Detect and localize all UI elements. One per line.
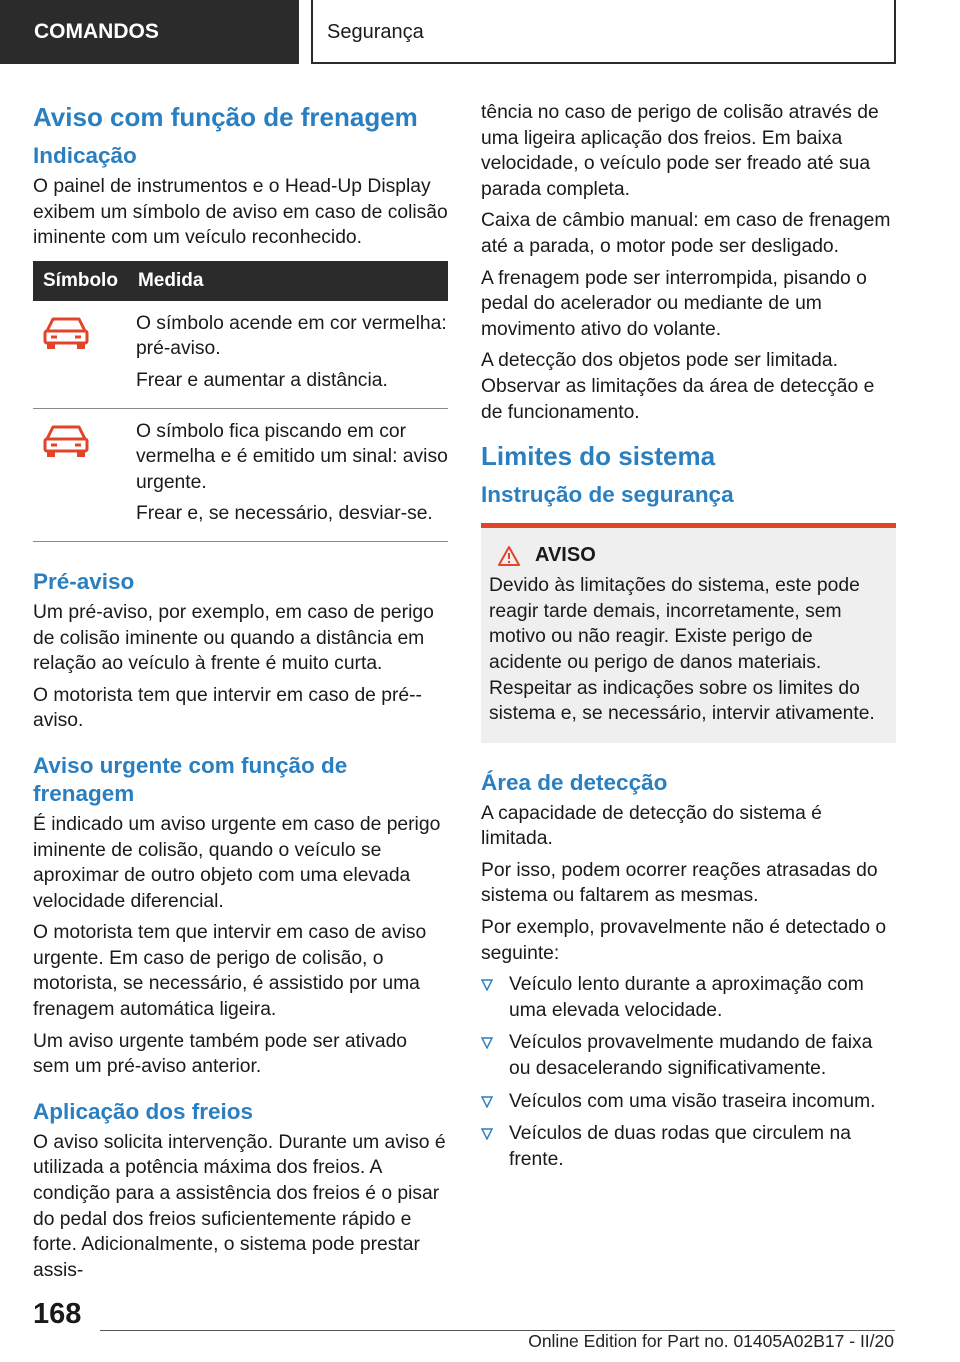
- urgente-p3: Um aviso urgente também pode ser ativado sem um pré-aviso anterior.: [33, 1030, 408, 1078]
- warning-title: [497, 544, 888, 567]
- warning-text: Devido às limitações do sistema, este pode reagir tarde demais, incorretamente, sem motivo ou não reagir. Existe perigo de acidente ou perigo de danos materiais. Respeitar as indicações sobre os limites do sistema e, se necessário, intervir ativamente.: [489, 575, 875, 725]
- preaviso-p1: Um pré-aviso, por exemplo, em caso de perigo de colisão iminente ou quando a distância em relação ao veículo à frente é muito curta.: [33, 601, 434, 675]
- right-p2: Caixa de câmbio manual: em caso de frenagem até a parada, o motor pode ser desligado.: [481, 210, 891, 257]
- row2-text1: O símbolo fica piscando em cor vermelha e é emitido um sinal: aviso urgente.: [135, 420, 448, 493]
- warning-triangle-icon: [497, 545, 521, 567]
- symbol-table: [33, 261, 448, 542]
- heading-limites: Limites do sistema: [481, 441, 716, 472]
- warning-label: AVISO: [535, 544, 596, 567]
- page-number: 168: [33, 1298, 82, 1330]
- right-p1: tência no caso de perigo de colisão através de uma ligeira aplicação dos freios. Em baixa velocidade, o veículo pode ser freado até sua parada completa.: [481, 102, 879, 200]
- page-title: Aviso com função de frenagem: [33, 102, 418, 132]
- detection-list: [481, 972, 896, 1172]
- list-item: Veículos provavelmente mudando de faixa ou desacelerando significativamente.: [481, 1030, 896, 1081]
- car-warning-red-icon: [41, 315, 91, 355]
- right-column: [481, 100, 896, 1179]
- triangle-bullet-icon: [481, 1096, 493, 1108]
- heading-urgente: Aviso urgente com função de frenagem: [33, 752, 348, 806]
- triangle-bullet-icon: [481, 1037, 493, 1049]
- left-column: [33, 100, 448, 1289]
- heading-instrucao: Instrução de segurança: [481, 482, 734, 508]
- freios-p1: O aviso solicita intervenção. Durante um aviso é utilizada a potência máxima dos freios. A condição para a assistência dos freios é o pisar do pedal dos freios suficientemente rápido e forte. Adicionalmente, o sistema pode prestar assis-: [33, 1131, 446, 1281]
- car-warning-flashing-icon: [41, 423, 91, 463]
- heading-indicacao: Indicação: [33, 143, 137, 168]
- table-row: [33, 408, 448, 541]
- heading-area: Área de detecção: [481, 769, 668, 795]
- table-header-symbol: Símbolo: [33, 261, 128, 301]
- right-p3: A frenagem pode ser interrompida, pisando o pedal do acelerador ou mediante de um movimento ativo do volante.: [481, 267, 867, 340]
- preaviso-p2: O motorista tem que intervir em caso de pré--aviso.: [33, 684, 422, 732]
- heading-preaviso: Pré-aviso: [33, 568, 135, 594]
- table-row: [33, 301, 448, 408]
- row2-text2: Frear e, se necessário, desviar-se.: [135, 503, 433, 525]
- table-header-measure: Medida: [128, 261, 448, 301]
- right-p4: A detecção dos objetos pode ser limitada. Observar as limitações da área de detecção e de funcionamento.: [481, 350, 875, 423]
- triangle-bullet-icon: [481, 979, 493, 991]
- indicacao-text: O painel de instrumentos e o Head-Up Display exibem um símbolo de aviso em caso de colisão iminente com um veículo reconhecido.: [33, 176, 448, 249]
- row1-text2: Frear e aumentar a distância.: [135, 369, 388, 391]
- footer-edition: Online Edition for Part no. 01405A02B17 - II/20: [528, 1331, 894, 1351]
- heading-freios: Aplicação dos freios: [33, 1098, 254, 1124]
- warning-box: [481, 523, 896, 743]
- area-p2: Por isso, podem ocorrer reações atrasadas do sistema ou faltarem as mesmas.: [481, 859, 878, 907]
- list-item: Veículos de duas rodas que circulem na frente.: [481, 1121, 896, 1172]
- list-item: Veículos com uma visão traseira incomum.: [481, 1089, 896, 1115]
- area-p1: A capacidade de detecção do sistema é limitada.: [481, 802, 822, 850]
- urgente-p1: É indicado um aviso urgente em caso de perigo iminente de colisão, quando o veículo se aproximar de outro objeto com uma elevada velocidade diferencial.: [33, 813, 441, 912]
- urgente-p2: O motorista tem que intervir em caso de aviso urgente. Em caso de perigo de colisão, o motorista, se necessário, é assistido por uma frenagem automática ligeira.: [33, 922, 427, 1021]
- list-item: Veículo lento durante a aproximação com uma elevada velocidade.: [481, 972, 896, 1023]
- row1-text1: O símbolo acende em cor vermelha: pré-aviso.: [135, 312, 447, 360]
- subsection-title: Segurança: [311, 0, 896, 64]
- area-p3: Por exemplo, provavelmente não é detectado o seguinte:: [481, 917, 887, 964]
- page-header: [0, 0, 960, 66]
- triangle-bullet-icon: [481, 1128, 493, 1140]
- section-tab: COMANDOS: [0, 0, 299, 64]
